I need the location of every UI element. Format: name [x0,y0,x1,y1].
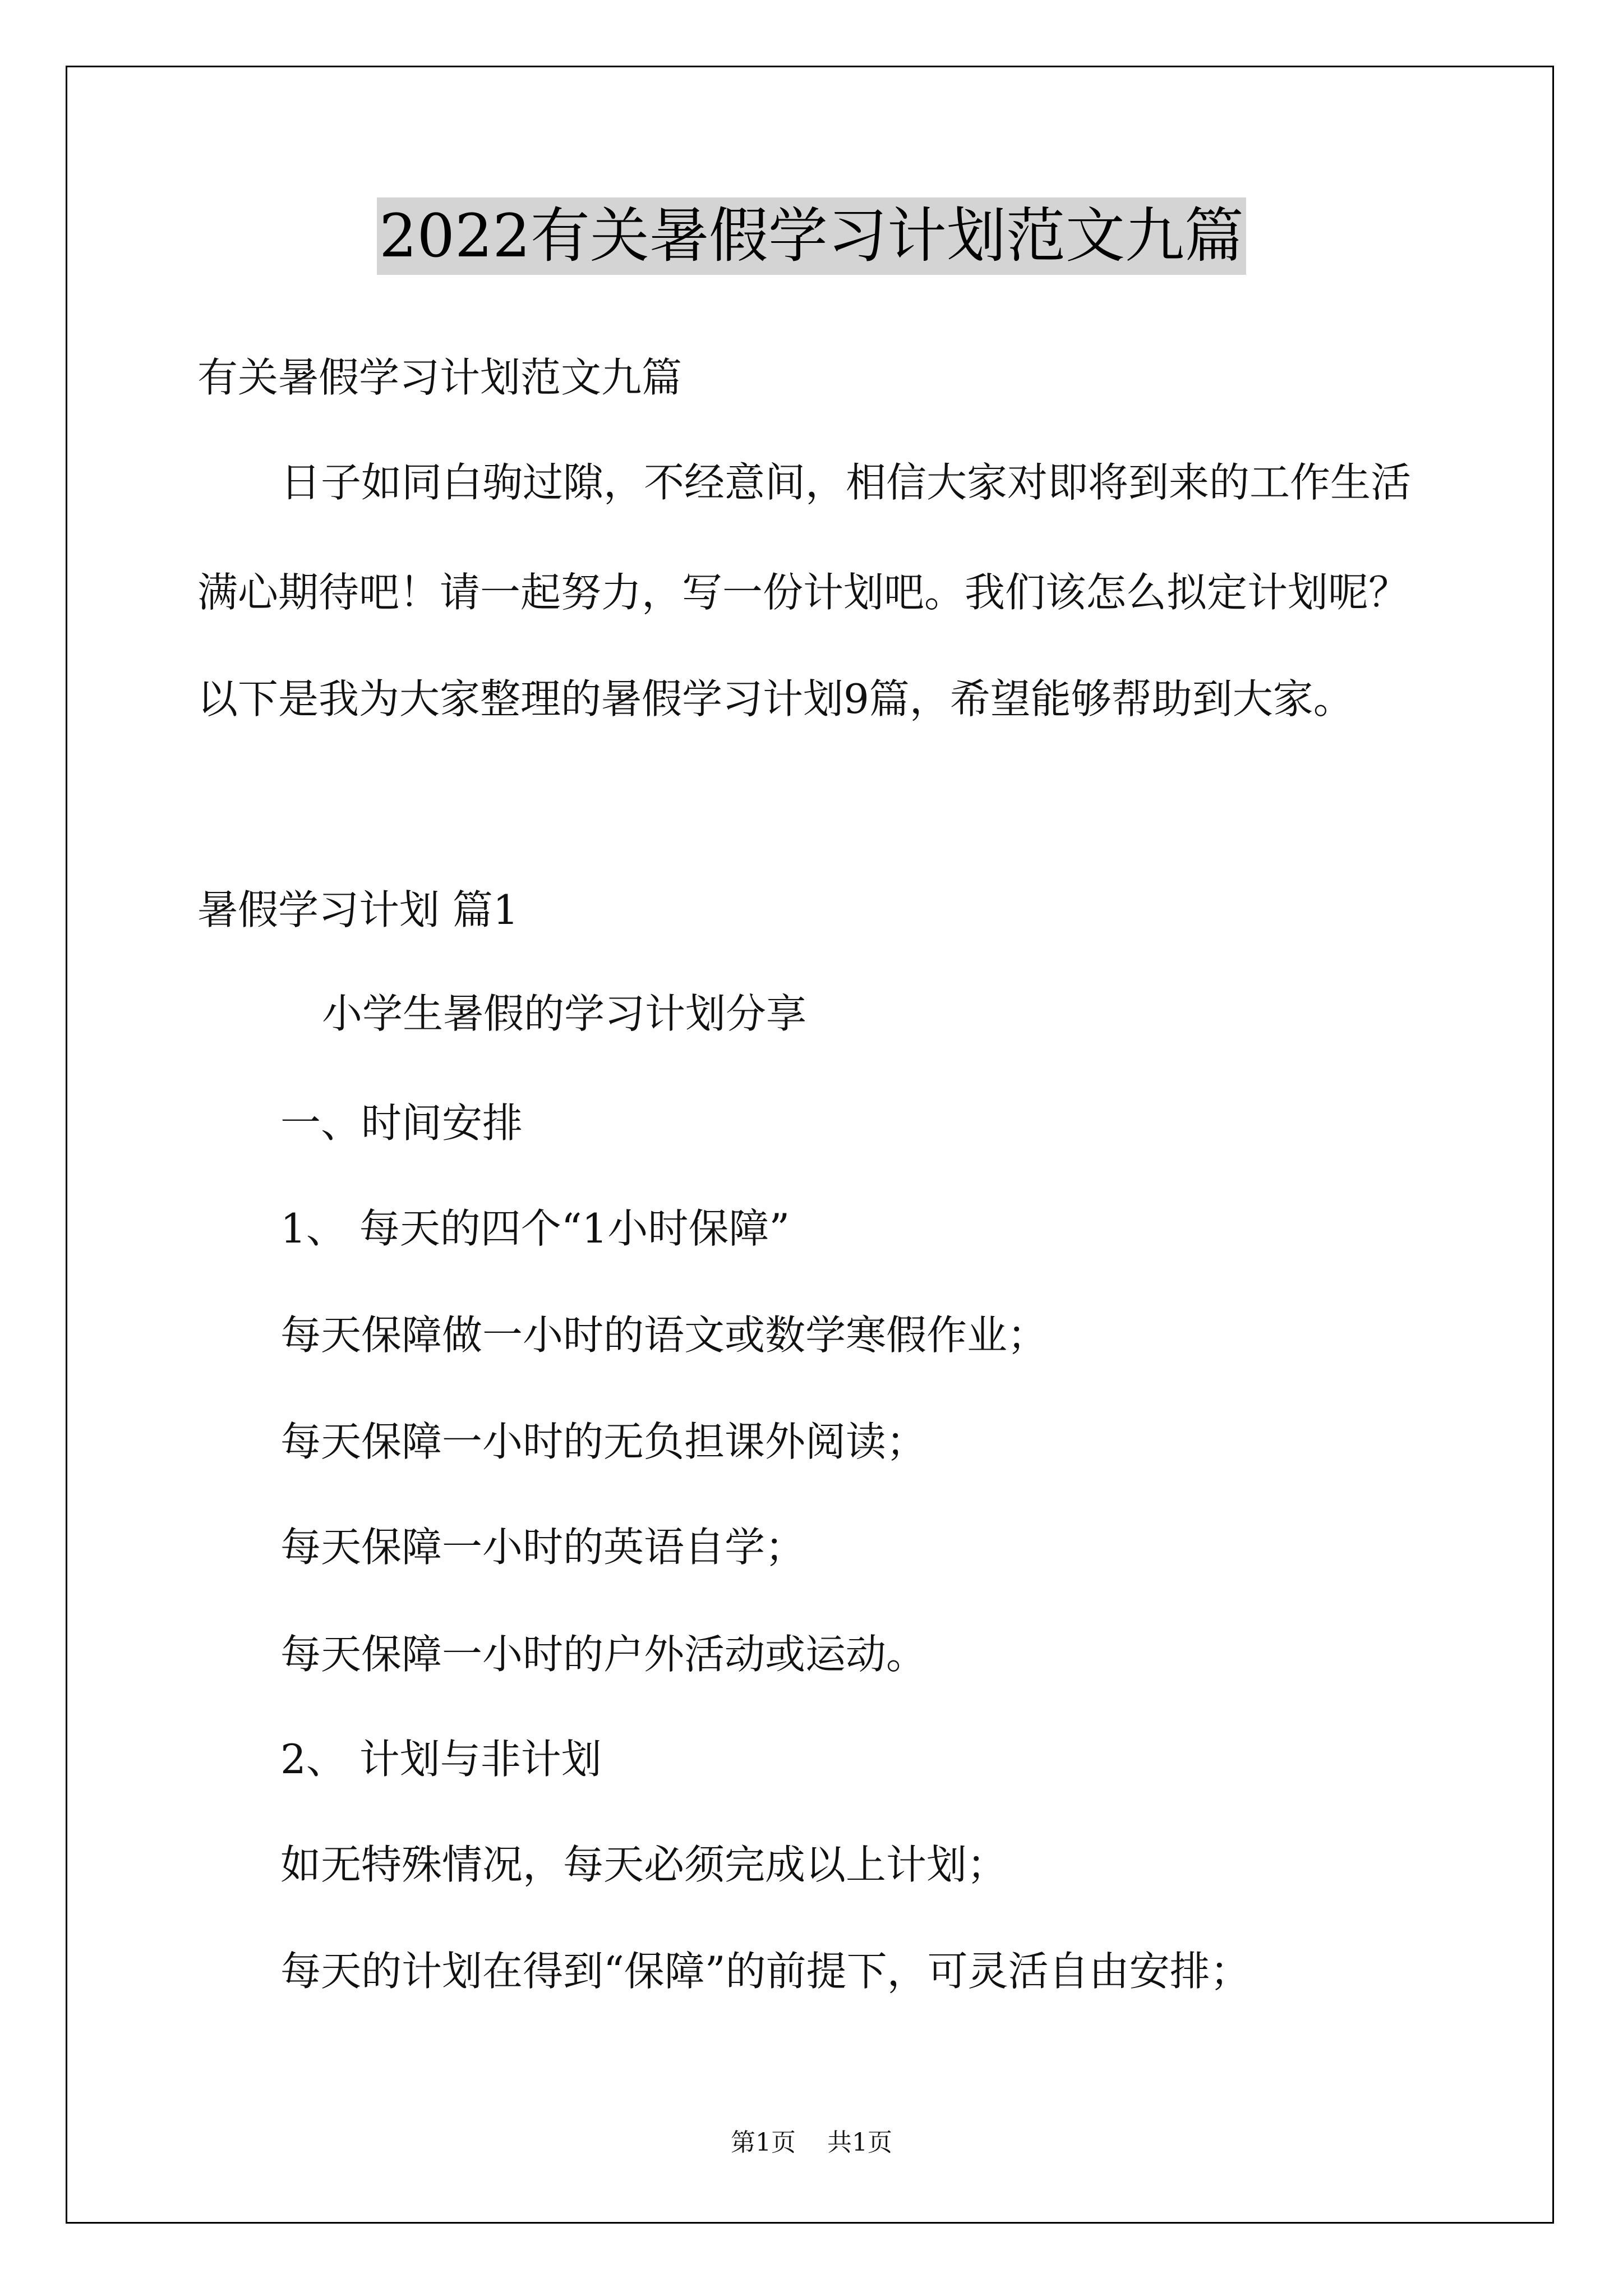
item-1-line: 每天保障一小时的英语自学； [280,1524,806,1571]
item-1-line: 每天保障一小时的户外活动或运动。 [280,1631,927,1678]
page-footer [0,2127,1623,2159]
section-title: 小学生暑假的学习计划分享 [322,990,807,1037]
heading-time-arrangement: 一、时间安排 [280,1099,523,1147]
item-2-line: 每天的计划在得到“保障”的前提下，可灵活自由安排； [280,1948,1251,1995]
intro-line-3: 以下是我为大家整理的暑假学习计划9篇，希望能够帮助到大家。 [197,675,1354,723]
title-container [0,197,1623,275]
document-subtitle: 有关暑假学习计划范文九篇 [197,354,683,401]
item-2-heading: 2、 计划与非计划 [280,1736,602,1783]
intro-line-1: 日子如同白驹过隙，不经意间，相信大家对即将到来的工作生活 [280,459,1412,506]
page-number-current: 第1页 [731,2128,796,2157]
document-title: 2022有关暑假学习计划范文九篇 [377,197,1246,275]
intro-line-2: 满心期待吧！请一起努力，写一份计划吧。我们该怎么拟定计划呢？ [197,569,1409,616]
item-1-line: 每天保障一小时的无负担课外阅读； [280,1418,927,1465]
item-1-heading: 1、 每天的四个“1小时保障” [280,1205,790,1252]
section-heading: 暑假学习计划 篇1 [197,886,519,933]
page-number-total: 共1页 [827,2128,892,2157]
item-2-line: 如无特殊情况，每天必须完成以上计划； [280,1841,1008,1888]
item-1-line: 每天保障做一小时的语文或数学寒假作业； [280,1312,1048,1359]
